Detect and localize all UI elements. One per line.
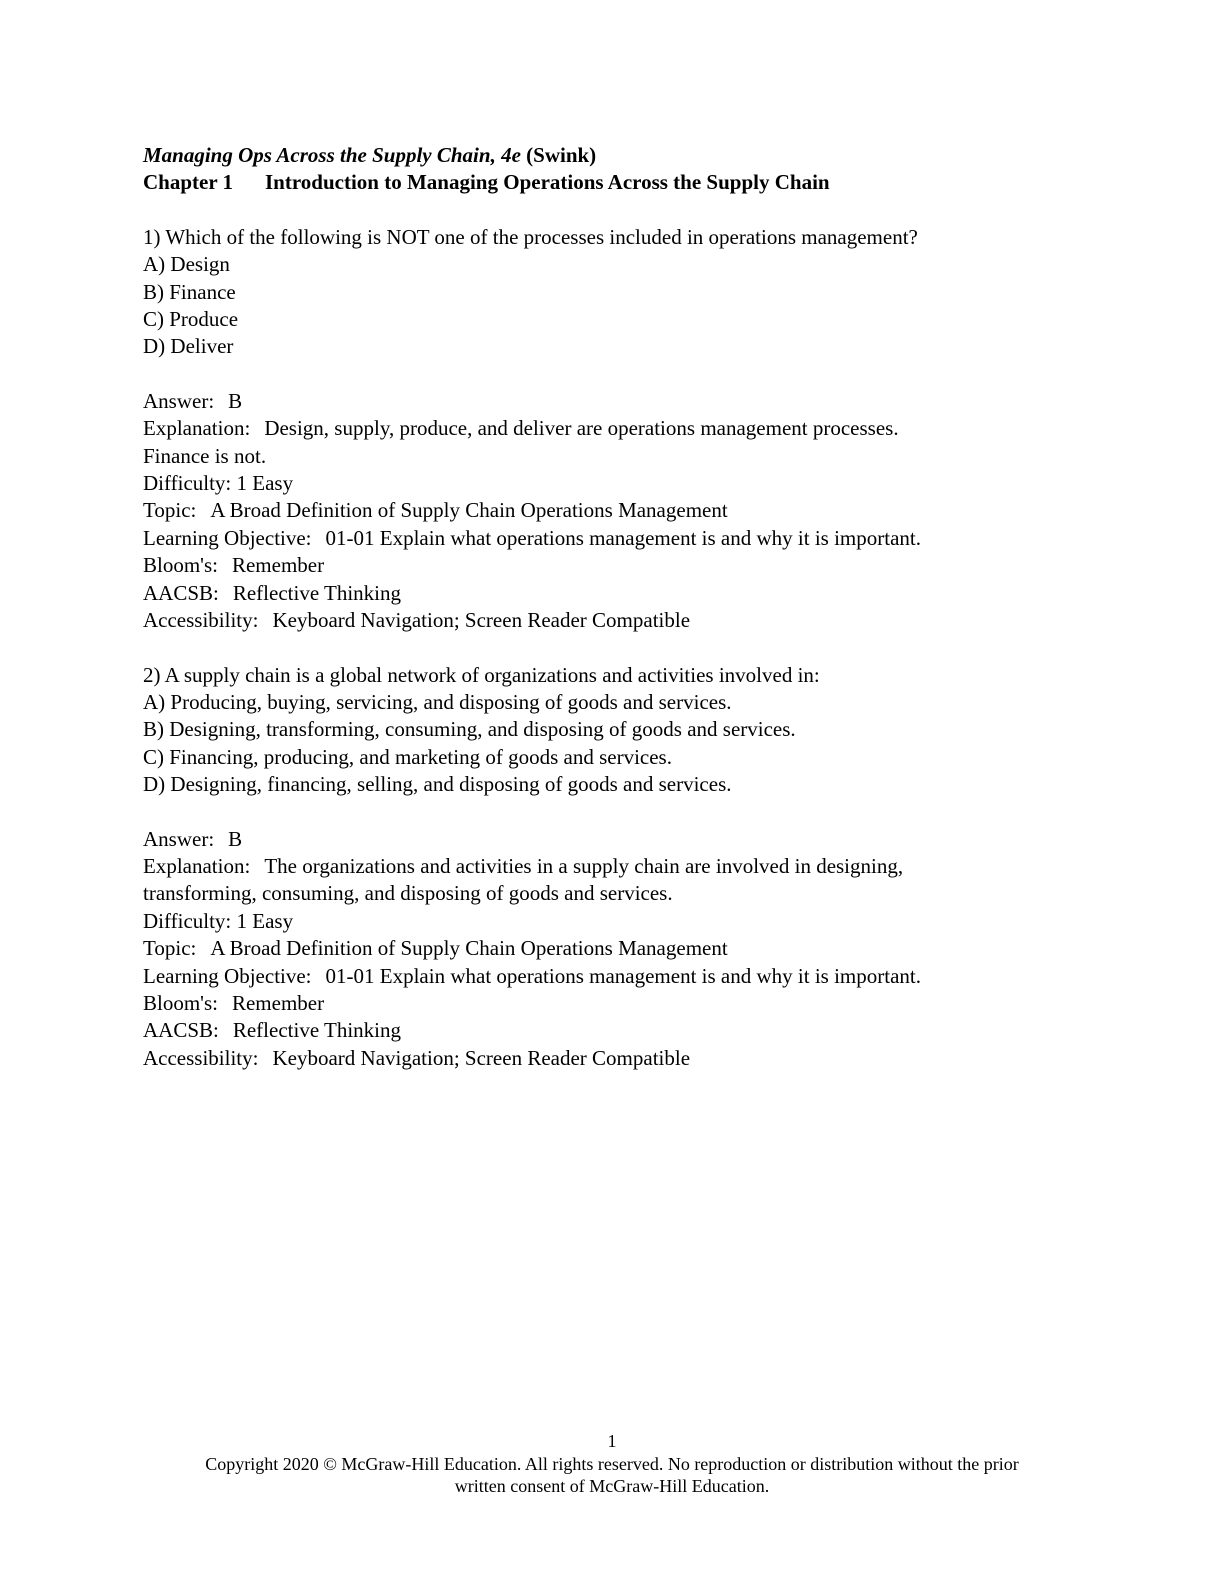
accessibility-line [143, 1045, 1103, 1072]
aacsb-line [143, 580, 1103, 607]
page-number: 1 [607, 1431, 617, 1451]
topic-label: Topic: [143, 498, 197, 523]
chapter-title: Introduction to Managing Operations Across the Supply Chain [265, 170, 830, 195]
option-c: C) Financing, producing, and marketing of goods and services. [143, 744, 672, 769]
option-a: A) Producing, buying, servicing, and disposing of goods and services. [143, 689, 732, 714]
learning-objective-value: 01-01 Explain what operations management is and why it is important. [325, 963, 921, 988]
book-title-line [143, 142, 1103, 169]
aacsb-value: Reflective Thinking [232, 1018, 402, 1043]
blooms-label: Bloom's: [143, 990, 218, 1015]
blooms-line [143, 552, 1103, 579]
topic-line [143, 497, 1103, 524]
chapter-heading [143, 169, 1103, 196]
blooms-label: Bloom's: [143, 553, 218, 578]
accessibility-value: Keyboard Navigation; Screen Reader Compatible [272, 1045, 691, 1070]
blooms-line [143, 990, 1103, 1017]
book-title: Managing Ops Across the Supply Chain, 4e [143, 143, 521, 167]
aacsb-line [143, 1017, 1103, 1044]
answer-label: Answer: [143, 388, 215, 413]
explanation-continued: Finance is not. [143, 443, 267, 468]
page-content [143, 142, 1103, 1072]
explanation-text: The organizations and activities in a supply chain are involved in designing, [264, 853, 904, 878]
copyright-notice [0, 1453, 1224, 1497]
option-a: A) Design [143, 252, 230, 277]
option-c: C) Produce [143, 307, 239, 332]
aacsb-label: AACSB: [143, 580, 219, 605]
topic-value: A Broad Definition of Supply Chain Operations Management [210, 936, 728, 961]
answer-label: Answer: [143, 826, 215, 851]
difficulty-line: Difficulty: 1 Easy [143, 471, 294, 496]
explanation-label: Explanation: [143, 416, 251, 441]
explanation-line [143, 853, 1103, 880]
accessibility-value: Keyboard Navigation; Screen Reader Compatible [272, 608, 691, 633]
explanation-text: Design, supply, produce, and deliver are operations management processes. [264, 416, 899, 441]
topic-label: Topic: [143, 936, 197, 961]
option-d: D) Designing, financing, selling, and disposing of goods and services. [143, 772, 732, 797]
learning-objective-value: 01-01 Explain what operations management is and why it is important. [325, 525, 921, 550]
explanation-label: Explanation: [143, 853, 251, 878]
answer-line [143, 826, 1103, 853]
explanation-line [143, 415, 1103, 442]
question-1 [143, 224, 1103, 635]
question-stem: 1) Which of the following is NOT one of the processes included in operations management? [143, 224, 918, 249]
topic-line [143, 935, 1103, 962]
answer-value: B [228, 388, 243, 413]
learning-objective-label: Learning Objective: [143, 525, 312, 550]
chapter-label: Chapter 1 [143, 170, 234, 195]
blooms-value: Remember [231, 553, 325, 578]
question-stem: 2) A supply chain is a global network of organizations and activities involved in: [143, 662, 820, 687]
option-b: B) Designing, transforming, consuming, and disposing of goods and services. [143, 717, 796, 742]
book-author: (Swink) [526, 143, 597, 167]
option-b: B) Finance [143, 279, 236, 304]
accessibility-line [143, 607, 1103, 634]
aacsb-value: Reflective Thinking [232, 580, 402, 605]
explanation-continued: transforming, consuming, and disposing of goods and services. [143, 881, 673, 906]
topic-value: A Broad Definition of Supply Chain Operations Management [210, 498, 728, 523]
copyright-line-2: written consent of McGraw-Hill Education. [454, 1476, 770, 1496]
answer-value: B [228, 826, 243, 851]
question-2 [143, 662, 1103, 1073]
learning-objective-line [143, 525, 1103, 552]
accessibility-label: Accessibility: [143, 608, 259, 633]
learning-objective-label: Learning Objective: [143, 963, 312, 988]
learning-objective-line [143, 963, 1103, 990]
aacsb-label: AACSB: [143, 1018, 219, 1043]
blooms-value: Remember [231, 990, 325, 1015]
copyright-line-1: Copyright 2020 © McGraw-Hill Education. All rights reserved. No reproduction or distribution without the prior [205, 1454, 1019, 1474]
option-d: D) Deliver [143, 334, 234, 359]
difficulty-line: Difficulty: 1 Easy [143, 908, 294, 933]
accessibility-label: Accessibility: [143, 1045, 259, 1070]
answer-line [143, 388, 1103, 415]
